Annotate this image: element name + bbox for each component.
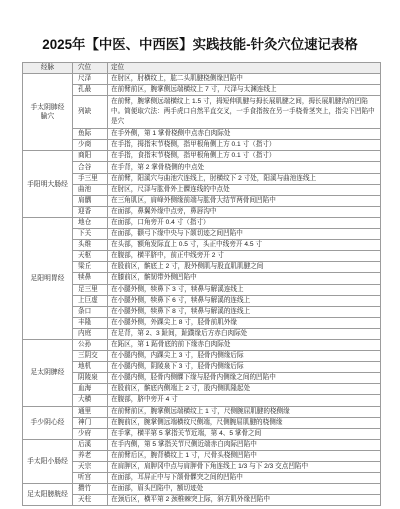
point-name: 下关	[73, 229, 108, 240]
point-location: 在小腿内侧，胫骨内侧髁下缘与胫骨内侧缘之间的凹陷中	[108, 373, 381, 384]
point-location: 在手内侧，第 5 掌指关节尺侧近端赤白肉际凹陷中	[108, 440, 381, 451]
point-location: 在足背，第 2、3 趾间，趾蹼缘后方赤白肉际处	[108, 329, 381, 340]
point-name: 鱼际	[73, 129, 108, 140]
point-name: 手三里	[73, 174, 108, 185]
meridian-cell-stomach	[23, 218, 73, 340]
point-name: 养老	[73, 451, 108, 462]
point-name: 犊鼻	[73, 273, 108, 284]
point-name: 曲池	[73, 185, 108, 196]
point-name: 少府	[73, 429, 108, 440]
point-location: 在小腿外侧，犊鼻下 3 寸，犊鼻与解溪连线上	[108, 285, 381, 296]
meridian-cell-bladder	[23, 484, 73, 506]
point-location: 在肩胛区，肩胛冈中点与肩胛骨下角连线上 1/3 与下 2/3 交点凹陷中	[108, 462, 381, 473]
point-location: 在小腿外侧，犊鼻下 6 寸，犊鼻与解溪的连线上	[108, 296, 381, 307]
meridian-cell-heart	[23, 407, 73, 440]
meridian-cell-small-intestine	[23, 440, 73, 484]
point-location: 在面部，口角旁开 0.4 寸（指寸）	[108, 218, 381, 229]
meridian-label: 手阳明大肠经	[27, 180, 68, 188]
point-location: 在跖区，第 1 跖骨底的前下缘赤白肉际处	[108, 340, 381, 351]
point-location: 在腹部，脐中旁开 4 寸	[108, 395, 381, 406]
meridian-label: 手太阴肺经	[30, 104, 65, 112]
meridian-label: 手太阳小肠经	[27, 458, 68, 465]
point-location: 在腹部，横平脐中，前正中线旁开 2 寸	[108, 251, 381, 262]
point-name: 神门	[73, 418, 108, 429]
point-location: 在手掌，横平第 5 掌指关节近端，第 4、5 掌骨之间	[108, 429, 381, 440]
point-location: 在颈后区，横平第 2 颈椎棘突上际，斜方肌外缘凹陷中	[108, 495, 381, 506]
point-name: 少商	[73, 140, 108, 151]
meridian-cell-lung	[23, 74, 73, 151]
header-meridian: 经脉	[23, 63, 73, 74]
point-name: 列缺	[73, 96, 108, 129]
point-name: 地机	[73, 362, 108, 373]
header-location: 定位	[108, 63, 381, 74]
point-location: 在膝前区，髌韧带外侧凹陷中	[108, 273, 381, 284]
point-location: 在手指，拇指末节桡侧，指甲根角侧上方 0.1 寸（指寸）	[108, 140, 381, 151]
point-location: 在前臂前区，腕掌侧远端横纹上 7 寸，尺泽与太渊连线上	[108, 85, 381, 96]
point-name: 梁丘	[73, 262, 108, 273]
point-location: 在头部，额角发际直上 0.5 寸，头正中线旁开 4.5 寸	[108, 240, 381, 251]
point-name: 足三里	[73, 285, 108, 296]
point-location: 在面部，颧弓下缘中央与下颌切迹之间凹陷中	[108, 229, 381, 240]
point-location: 在手外侧，第 1 掌骨桡侧中点赤白肉际处	[108, 129, 381, 140]
point-location: 在股前区，髌底内侧端上 2 寸，股内侧肌隆起处	[108, 384, 381, 395]
point-name: 三阴交	[73, 351, 108, 362]
acupoint-table	[22, 62, 381, 506]
point-location: 在面部，耳屏正中与下颌骨髁突之间的凹陷中	[108, 473, 381, 484]
point-name: 听宫	[73, 473, 108, 484]
point-name: 天柱	[73, 495, 108, 506]
point-name: 攒竹	[73, 484, 108, 495]
point-name: 公孙	[73, 340, 108, 351]
point-name: 孔最	[73, 85, 108, 96]
point-name: 尺泽	[73, 74, 108, 85]
point-location: 在手背，第 2 掌骨桡侧的中点处	[108, 162, 381, 173]
meridian-label: 手少阴心经	[30, 419, 65, 427]
point-name: 肩髃	[73, 196, 108, 207]
point-name: 内庭	[73, 329, 108, 340]
point-location: 在小腿内侧，内踝尖上 3 寸，胫骨内侧缘后际	[108, 351, 381, 362]
point-location: 在前臂后区，腕背横纹上 1 寸，尺骨头桡侧凹陷中	[108, 451, 381, 462]
point-name: 天宗	[73, 462, 108, 473]
meridian-label-line2: 腧穴	[40, 113, 55, 121]
point-name: 头维	[73, 240, 108, 251]
point-location: 在肘区，肘横纹上，肱二头肌腱桡侧缘凹陷中	[108, 74, 381, 85]
point-location: 在小腿外侧，外踝尖上 8 寸，胫骨前肌外缘	[108, 318, 381, 329]
point-name: 阴陵泉	[73, 373, 108, 384]
point-location: 在前臂前区，腕掌侧远端横纹上 1 寸，尺侧腕屈肌腱的桡侧缘	[108, 407, 381, 418]
point-name: 后溪	[73, 440, 108, 451]
point-name: 丰隆	[73, 318, 108, 329]
point-name: 上巨虚	[73, 296, 108, 307]
point-location: 在腕前区，腕掌侧远端横纹尺侧端，尺侧腕屈肌腱的桡侧缘	[108, 418, 381, 429]
meridian-cell-large-intestine	[23, 151, 73, 218]
point-name: 天枢	[73, 251, 108, 262]
point-name: 通里	[73, 407, 108, 418]
point-location: 在面部，眉头凹陷中，额切迹处	[108, 484, 381, 495]
meridian-cell-spleen	[23, 340, 73, 407]
point-location: 在股前区，髌底上 2 寸，股外侧肌与股直肌肌腱之间	[108, 262, 381, 273]
point-location: 在小腿内侧，阴陵泉下 3 寸，胫骨内侧缘后际	[108, 362, 381, 373]
point-name: 血海	[73, 384, 108, 395]
point-name: 商阳	[73, 151, 108, 162]
point-name: 迎香	[73, 207, 108, 218]
point-location: 在三角肌区，肩峰外侧缘前端与肱骨大结节两骨间凹陷中	[108, 196, 381, 207]
point-name: 条口	[73, 307, 108, 318]
meridian-label: 足太阴脾经	[30, 369, 65, 377]
point-name: 地仓	[73, 218, 108, 229]
point-location: 在面部，鼻翼外缘中点旁，鼻唇沟中	[108, 207, 381, 218]
point-location: 在前臂，腕掌侧远端横纹上 1.5 寸，拇短伸肌腱与拇长展肌腱之间，拇长展肌腱沟的凹陷中。简便取穴法：两手虎口自然平直交叉，一手食指按在另一手桡骨茎突上，指尖下凹陷中是穴	[108, 96, 381, 129]
point-name: 大横	[73, 395, 108, 406]
point-name: 合谷	[73, 162, 108, 173]
point-location: 在手指，食指末节桡侧，指甲根角侧上方 0.1 寸（指寸）	[108, 151, 381, 162]
point-location: 在肘区，尺泽与肱骨外上髁连线的中点处	[108, 185, 381, 196]
point-location: 在前臂，阳溪穴与曲池穴连线上，肘横纹下 2 寸处，阳溪与曲池连线上	[108, 174, 381, 185]
header-point: 穴位	[73, 63, 108, 74]
meridian-label: 足太阳膀胱经	[27, 491, 68, 499]
point-location: 在小腿外侧，犊鼻下 8 寸，犊鼻与解溪的连线上	[108, 307, 381, 318]
page-title: 2025年【中医、中西医】实践技能-针灸穴位速记表格	[42, 37, 358, 52]
meridian-label: 足阳明胃经	[30, 274, 65, 282]
